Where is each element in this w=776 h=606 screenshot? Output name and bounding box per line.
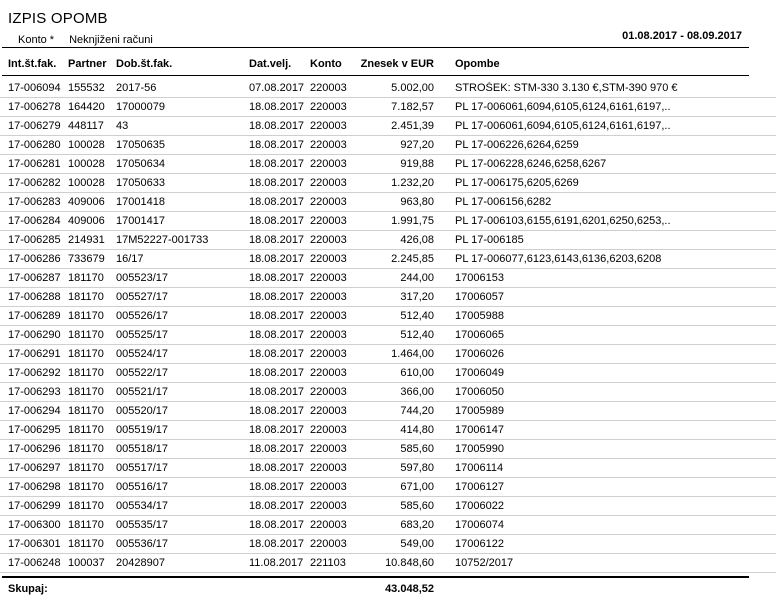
cell-konto: 220003	[310, 538, 347, 550]
cell-konto: 220003	[310, 215, 347, 227]
cell-dob: 005516/17	[116, 481, 168, 493]
cell-znesek: 10.848,60	[385, 557, 434, 569]
cell-dob: 20428907	[116, 557, 165, 569]
cell-konto: 220003	[310, 329, 347, 341]
cell-opombe: 17006022	[455, 500, 504, 512]
cell-opombe: 17006122	[455, 538, 504, 550]
cell-id: 17-006289	[8, 310, 61, 322]
cell-id: 17-006248	[8, 557, 61, 569]
cell-dat: 11.08.2017	[249, 557, 304, 569]
cell-dat: 18.08.2017	[249, 329, 305, 341]
table-body	[0, 79, 776, 573]
cell-partner: 100028	[68, 139, 105, 151]
cell-partner: 181170	[68, 519, 104, 531]
cell-konto: 220003	[310, 272, 347, 284]
cell-id: 17-006282	[8, 177, 61, 189]
bottom-divider	[2, 576, 749, 578]
cell-partner: 100037	[68, 557, 105, 569]
cell-dat: 18.08.2017	[249, 500, 305, 512]
table-row	[0, 212, 776, 231]
konto-filter	[18, 34, 153, 46]
cell-dat: 18.08.2017	[249, 158, 305, 170]
cell-konto: 221103	[310, 557, 346, 569]
table-row	[0, 231, 776, 250]
cell-dat: 07.08.2017	[249, 82, 305, 94]
cell-dob: 005534/17	[116, 500, 168, 512]
cell-dob: 17050634	[116, 158, 165, 170]
cell-konto: 220003	[310, 386, 347, 398]
cell-id: 17-006280	[8, 139, 61, 151]
cell-dat: 18.08.2017	[249, 462, 305, 474]
table-row	[0, 364, 776, 383]
cell-znesek: 1.464,00	[391, 348, 434, 360]
cell-dob: 005536/17	[116, 538, 168, 550]
cell-id: 17-006287	[8, 272, 61, 284]
cell-opombe: 17006026	[455, 348, 504, 360]
cell-znesek: 512,40	[400, 310, 434, 322]
cell-konto: 220003	[310, 481, 347, 493]
cell-id: 17-006285	[8, 234, 61, 246]
top-divider	[2, 47, 749, 48]
cell-konto: 220003	[310, 253, 347, 265]
table-row	[0, 402, 776, 421]
cell-id: 17-006301	[8, 538, 61, 550]
cell-konto: 220003	[310, 348, 347, 360]
cell-dob: 005527/17	[116, 291, 168, 303]
cell-dat: 18.08.2017	[249, 120, 305, 132]
cell-znesek: 919,88	[400, 158, 434, 170]
cell-partner: 181170	[68, 329, 104, 341]
cell-znesek: 549,00	[400, 538, 434, 550]
cell-dat: 18.08.2017	[249, 139, 305, 151]
cell-id: 17-006296	[8, 443, 61, 455]
cell-dat: 18.08.2017	[249, 196, 305, 208]
cell-konto: 220003	[310, 234, 347, 246]
cell-konto: 220003	[310, 310, 347, 322]
cell-id: 17-006286	[8, 253, 61, 265]
cell-dat: 18.08.2017	[249, 253, 305, 265]
cell-znesek: 963,80	[400, 196, 434, 208]
cell-znesek: 7.182,57	[391, 101, 434, 113]
cell-konto: 220003	[310, 82, 347, 94]
cell-id: 17-006284	[8, 215, 61, 227]
cell-id: 17-006292	[8, 367, 61, 379]
cell-opombe: 17006057	[455, 291, 504, 303]
cell-dob: 005526/17	[116, 310, 168, 322]
table-row	[0, 117, 776, 136]
cell-znesek: 597,80	[400, 462, 434, 474]
cell-dob: 17050633	[116, 177, 165, 189]
col-konto-header: Konto	[310, 58, 342, 70]
cell-dat: 18.08.2017	[249, 386, 305, 398]
cell-dat: 18.08.2017	[249, 234, 305, 246]
col-dob-header: Dob.št.fak.	[116, 58, 173, 70]
cell-partner: 164420	[68, 101, 105, 113]
cell-konto: 220003	[310, 443, 347, 455]
table-row	[0, 478, 776, 497]
table-row	[0, 79, 776, 98]
cell-partner: 181170	[68, 424, 104, 436]
cell-partner: 155532	[68, 82, 105, 94]
header-divider	[2, 75, 749, 76]
cell-partner: 409006	[68, 215, 105, 227]
table-row	[0, 250, 776, 269]
cell-znesek: 2.245,85	[391, 253, 434, 265]
total-label: Skupaj:	[8, 583, 48, 595]
konto-value: Neknjiženi računi	[69, 34, 153, 46]
cell-partner: 181170	[68, 310, 104, 322]
table-row	[0, 459, 776, 478]
cell-id: 17-006295	[8, 424, 61, 436]
table-row	[0, 155, 776, 174]
table-row	[0, 516, 776, 535]
total-value: 43.048,52	[385, 583, 434, 595]
cell-id: 17-006294	[8, 405, 61, 417]
col-dat-header: Dat.velj.	[249, 58, 292, 70]
cell-dat: 18.08.2017	[249, 310, 305, 322]
date-range: 01.08.2017 - 08.09.2017	[622, 30, 742, 42]
cell-dob: 005523/17	[116, 272, 168, 284]
cell-opombe: 17006114	[455, 462, 504, 474]
report-title: IZPIS OPOMB	[8, 10, 108, 27]
cell-opombe: PL 17-006103,6155,6191,6201,6250,6253,..	[455, 215, 671, 227]
cell-konto: 220003	[310, 519, 347, 531]
table-row	[0, 326, 776, 345]
cell-konto: 220003	[310, 424, 347, 436]
cell-dob: 005522/17	[116, 367, 168, 379]
table-row	[0, 269, 776, 288]
cell-id: 17-006279	[8, 120, 61, 132]
cell-id: 17-006290	[8, 329, 61, 341]
cell-konto: 220003	[310, 291, 347, 303]
cell-id: 17-006288	[8, 291, 61, 303]
cell-partner: 181170	[68, 272, 104, 284]
cell-partner: 100028	[68, 177, 105, 189]
cell-znesek: 671,00	[400, 481, 434, 493]
cell-dob: 005520/17	[116, 405, 168, 417]
cell-opombe: PL 17-006175,6205,6269	[455, 177, 579, 189]
cell-konto: 220003	[310, 500, 347, 512]
cell-konto: 220003	[310, 139, 347, 151]
cell-znesek: 2.451,39	[391, 120, 434, 132]
cell-konto: 220003	[310, 158, 347, 170]
cell-konto: 220003	[310, 405, 347, 417]
cell-znesek: 366,00	[400, 386, 434, 398]
cell-opombe: PL 17-006077,6123,6143,6136,6203,6208	[455, 253, 662, 265]
table-row	[0, 136, 776, 155]
cell-id: 17-006299	[8, 500, 61, 512]
cell-opombe: 17006127	[455, 481, 504, 493]
konto-label: Konto *	[18, 34, 55, 46]
cell-dat: 18.08.2017	[249, 177, 305, 189]
cell-id: 17-006094	[8, 82, 61, 94]
cell-znesek: 585,60	[400, 500, 434, 512]
cell-dob: 005524/17	[116, 348, 168, 360]
cell-znesek: 1.232,20	[391, 177, 434, 189]
cell-id: 17-006300	[8, 519, 61, 531]
cell-dob: 005519/17	[116, 424, 168, 436]
cell-partner: 409006	[68, 196, 105, 208]
cell-partner: 181170	[68, 367, 104, 379]
cell-id: 17-006297	[8, 462, 61, 474]
cell-znesek: 244,00	[400, 272, 434, 284]
cell-partner: 181170	[68, 291, 104, 303]
cell-znesek: 512,40	[400, 329, 434, 341]
cell-dat: 18.08.2017	[249, 424, 305, 436]
table-row	[0, 383, 776, 402]
cell-dob: 005525/17	[116, 329, 168, 341]
cell-konto: 220003	[310, 462, 347, 474]
cell-znesek: 585,60	[400, 443, 434, 455]
cell-opombe: 17006065	[455, 329, 504, 341]
cell-znesek: 317,20	[400, 291, 434, 303]
cell-partner: 181170	[68, 386, 104, 398]
cell-partner: 733679	[68, 253, 105, 265]
cell-dat: 18.08.2017	[249, 519, 305, 531]
cell-partner: 214931	[68, 234, 105, 246]
col-znesek-header: Znesek v EUR	[360, 58, 434, 70]
cell-opombe: 17006050	[455, 386, 504, 398]
cell-partner: 100028	[68, 158, 105, 170]
cell-dat: 18.08.2017	[249, 101, 305, 113]
cell-konto: 220003	[310, 177, 347, 189]
cell-dob: 17001418	[116, 196, 165, 208]
cell-partner: 181170	[68, 538, 104, 550]
cell-partner: 181170	[68, 348, 104, 360]
cell-id: 17-006283	[8, 196, 61, 208]
cell-dob: 43	[116, 120, 129, 132]
col-partner-header: Partner	[68, 58, 107, 70]
table-row	[0, 535, 776, 554]
cell-dat: 18.08.2017	[249, 272, 305, 284]
cell-id: 17-006278	[8, 101, 61, 113]
cell-opombe: PL 17-006228,6246,6258,6267	[455, 158, 607, 170]
cell-dob: 17001417	[116, 215, 165, 227]
table-row	[0, 440, 776, 459]
cell-partner: 181170	[68, 481, 104, 493]
cell-dat: 18.08.2017	[249, 481, 305, 493]
cell-dob: 005518/17	[116, 443, 168, 455]
cell-dat: 18.08.2017	[249, 215, 305, 227]
cell-znesek: 5.002,00	[391, 82, 434, 94]
cell-dob: 005521/17	[116, 386, 168, 398]
table-row	[0, 421, 776, 440]
cell-znesek: 744,20	[400, 405, 434, 417]
cell-znesek: 1.991,75	[391, 215, 434, 227]
cell-opombe: 17006153	[455, 272, 504, 284]
cell-konto: 220003	[310, 367, 347, 379]
cell-id: 17-006291	[8, 348, 61, 360]
cell-dat: 18.08.2017	[249, 538, 305, 550]
cell-dob: 17M52227-001733	[116, 234, 209, 246]
cell-konto: 220003	[310, 101, 347, 113]
cell-partner: 448117	[68, 120, 104, 132]
table-row	[0, 288, 776, 307]
cell-opombe: 17006147	[455, 424, 504, 436]
cell-opombe: 17005989	[455, 405, 504, 417]
col-id-header: Int.št.fak.	[8, 58, 57, 70]
cell-opombe: PL 17-006156,6282	[455, 196, 552, 208]
cell-opombe: 17005990	[455, 443, 504, 455]
table-row	[0, 174, 776, 193]
cell-partner: 181170	[68, 405, 104, 417]
cell-opombe: PL 17-006226,6264,6259	[455, 139, 579, 151]
cell-dob: 16/17	[116, 253, 144, 265]
cell-znesek: 683,20	[400, 519, 434, 531]
table-row	[0, 497, 776, 516]
cell-partner: 181170	[68, 443, 104, 455]
cell-opombe: 17006049	[455, 367, 504, 379]
cell-opombe: STROŠEK: STM-330 3.130 €,STM-390 970 €	[455, 82, 678, 94]
cell-partner: 181170	[68, 500, 104, 512]
cell-znesek: 414,80	[400, 424, 434, 436]
table-header	[0, 58, 776, 72]
cell-konto: 220003	[310, 120, 347, 132]
col-opombe-header: Opombe	[455, 58, 500, 70]
cell-dat: 18.08.2017	[249, 367, 305, 379]
cell-opombe: 17005988	[455, 310, 504, 322]
cell-dob: 17050635	[116, 139, 165, 151]
table-row	[0, 554, 776, 573]
cell-partner: 181170	[68, 462, 104, 474]
cell-dob: 005535/17	[116, 519, 168, 531]
cell-dat: 18.08.2017	[249, 405, 305, 417]
cell-dob: 005517/17	[116, 462, 168, 474]
cell-dat: 18.08.2017	[249, 348, 305, 360]
cell-opombe: 17006074	[455, 519, 504, 531]
cell-opombe: 10752/2017	[455, 557, 514, 569]
cell-opombe: PL 17-006061,6094,6105,6124,6161,6197,..	[455, 120, 671, 132]
cell-id: 17-006298	[8, 481, 61, 493]
table-row	[0, 193, 776, 212]
table-row	[0, 98, 776, 117]
cell-znesek: 610,00	[400, 367, 434, 379]
cell-dat: 18.08.2017	[249, 291, 305, 303]
cell-konto: 220003	[310, 196, 347, 208]
cell-dat: 18.08.2017	[249, 443, 305, 455]
cell-znesek: 927,20	[400, 139, 434, 151]
cell-opombe: PL 17-006061,6094,6105,6124,6161,6197,..	[455, 101, 671, 113]
cell-id: 17-006281	[8, 158, 61, 170]
cell-id: 17-006293	[8, 386, 61, 398]
cell-znesek: 426,08	[400, 234, 434, 246]
cell-dob: 2017-56	[116, 82, 157, 94]
table-row	[0, 345, 776, 364]
cell-opombe: PL 17-006185	[455, 234, 524, 246]
cell-dob: 17000079	[116, 101, 165, 113]
table-row	[0, 307, 776, 326]
